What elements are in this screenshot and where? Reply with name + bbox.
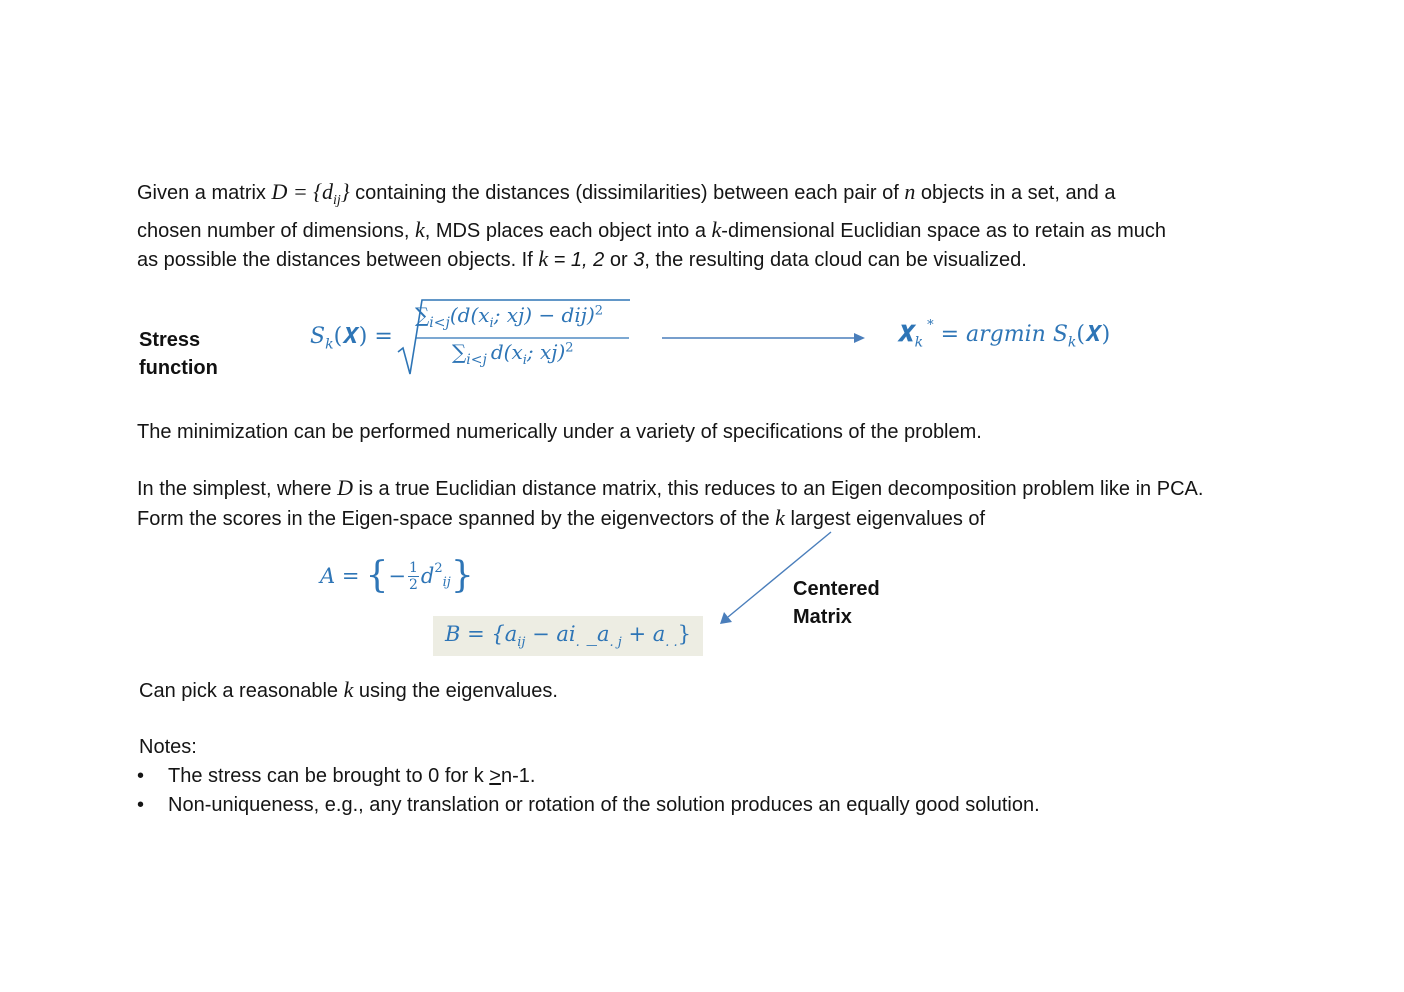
stress-label-line-1: Stress bbox=[139, 329, 201, 351]
note-text: The stress can be brought to 0 for k bbox=[168, 765, 490, 787]
math-argument-X: (𝑿) bbox=[1076, 322, 1111, 347]
math-k: k bbox=[343, 677, 354, 702]
simplest-text: In the simplest, where bbox=[137, 478, 338, 500]
math-subscript-ij: ij bbox=[517, 635, 526, 651]
stress-result bbox=[898, 317, 1111, 351]
intro-paragraph bbox=[137, 178, 1166, 275]
math-k: k bbox=[538, 246, 549, 271]
denominator-text: d(x bbox=[490, 340, 523, 364]
bullet-icon: • bbox=[137, 793, 145, 816]
math-S: S bbox=[310, 324, 326, 349]
argmin-text: = argmin S bbox=[933, 322, 1068, 347]
intro-text: chosen number of dimensions, bbox=[137, 219, 415, 242]
math-k: k bbox=[414, 216, 425, 242]
centered-label-line-2: Matrix bbox=[793, 606, 852, 628]
simplest-line-2 bbox=[137, 504, 1203, 534]
math-n: n bbox=[904, 179, 916, 204]
intro-text: , the resulting data cloud can be visualized. bbox=[644, 249, 1027, 271]
intro-text: -dimensional Euclidian space as to retain as much bbox=[721, 219, 1166, 242]
math-star: * bbox=[927, 317, 934, 333]
intro-line-3 bbox=[137, 245, 1166, 275]
bullet-icon: • bbox=[137, 765, 145, 787]
math-subscript-k: k bbox=[325, 336, 334, 353]
math-term-aj: _a bbox=[579, 622, 610, 646]
sum-symbol: ∑ bbox=[415, 303, 430, 327]
intro-line-1 bbox=[137, 178, 1166, 216]
minimization-text: The minimization can be performed numerically under a variety of specifications of the problem. bbox=[137, 421, 982, 443]
math-d: d bbox=[322, 179, 334, 204]
subscript-i: i bbox=[522, 353, 527, 368]
math-close-brace: } bbox=[450, 555, 474, 596]
stress-label-line-2: function bbox=[139, 357, 218, 379]
math-minus: − bbox=[388, 564, 406, 588]
sum-subscript: i<j bbox=[466, 352, 487, 368]
math-A-equals: A = bbox=[320, 564, 360, 588]
math-k: k bbox=[711, 216, 722, 242]
math-k: k bbox=[775, 504, 785, 530]
denominator-power: 2 bbox=[565, 340, 574, 356]
intro-text: Given a matrix bbox=[137, 182, 272, 204]
simplest-text: largest eigenvalues of bbox=[784, 507, 986, 530]
sum-subscript: i<j bbox=[429, 315, 450, 331]
math-equals: = { bbox=[287, 179, 323, 204]
math-open-brace: { bbox=[365, 555, 389, 596]
math-X-bold: 𝑿 bbox=[898, 321, 915, 347]
k-values: = 1, 2 bbox=[548, 249, 610, 271]
pick-text: using the eigenvalues. bbox=[353, 680, 558, 702]
list-item bbox=[137, 791, 1040, 820]
matrix-B-equation bbox=[445, 622, 691, 650]
greater-equal-symbol: > bbox=[489, 765, 501, 787]
math-B-lhs: B = {a bbox=[445, 622, 518, 646]
fraction-denominator: 2 bbox=[408, 576, 418, 593]
numerator-rest: ; xj) − dij) bbox=[493, 303, 595, 327]
fraction-numerator: 1 bbox=[408, 559, 418, 576]
math-subscript-dot-j: . j bbox=[609, 635, 622, 651]
numerator-power: 2 bbox=[594, 303, 604, 319]
math-D: D bbox=[271, 179, 288, 204]
centered-matrix-label bbox=[793, 575, 880, 631]
subscript-i: i bbox=[489, 316, 494, 331]
centered-label-line-1: Centered bbox=[793, 578, 880, 600]
notes-heading: Notes: bbox=[139, 736, 197, 758]
math-subscript-k: k bbox=[1067, 334, 1077, 351]
simplest-text: Form the scores in the Eigen-space spanned by the eigenvectors of the bbox=[137, 507, 776, 530]
math-subscript-ij: ij bbox=[442, 574, 451, 590]
pick-k-text bbox=[139, 676, 558, 706]
math-subscript-ij: ij bbox=[333, 193, 341, 208]
intro-text: or bbox=[609, 249, 634, 271]
fraction-half bbox=[408, 560, 419, 593]
math-term-a-dots: + a bbox=[621, 622, 666, 646]
intro-text: containing the distances (dissimilarities) between each pair of bbox=[349, 182, 905, 204]
math-subscript-dot-dot: . . bbox=[665, 635, 678, 651]
list-item bbox=[137, 762, 1040, 791]
math-subscript-dot: . bbox=[575, 635, 580, 651]
matrix-A-equation bbox=[320, 556, 474, 596]
stress-numerator bbox=[415, 303, 603, 331]
math-term-ai: − ai bbox=[525, 622, 576, 646]
stress-denominator bbox=[452, 340, 574, 368]
simplest-text: is a true Euclidian distance matrix, this reduces to an Eigen decomposition problem like in PCA. bbox=[352, 478, 1204, 500]
sum-symbol: ∑ bbox=[452, 340, 467, 364]
notes-list bbox=[137, 762, 1040, 819]
math-close-brace: } bbox=[677, 622, 692, 646]
pick-text: Can pick a reasonable bbox=[139, 680, 344, 702]
intro-text: objects in a set, and a bbox=[915, 182, 1116, 204]
math-power-2: 2 bbox=[434, 560, 443, 576]
math-close-brace: } bbox=[340, 179, 350, 204]
arrow-right bbox=[662, 330, 868, 346]
math-subscript-k: k bbox=[914, 334, 924, 351]
intro-line-2 bbox=[137, 216, 1166, 246]
note-text: Non-uniqueness, e.g., any translation or rotation of the solution produces an equally good solution. bbox=[168, 793, 1040, 816]
intro-text: as possible the distances between objects. If bbox=[137, 249, 539, 271]
stress-lhs bbox=[310, 324, 393, 352]
note-text: n-1. bbox=[500, 765, 536, 787]
intro-text: , MDS places each object into a bbox=[424, 219, 712, 242]
stress-function-label bbox=[139, 326, 218, 382]
k-value-3: 3 bbox=[633, 249, 645, 271]
numerator-text: (d(x bbox=[449, 303, 490, 327]
simplest-line-1 bbox=[137, 474, 1203, 504]
simplest-paragraph bbox=[137, 474, 1203, 533]
math-d: d bbox=[420, 564, 435, 588]
denominator-rest: ; xj) bbox=[526, 340, 566, 364]
math-D: D bbox=[337, 475, 353, 500]
math-argument-X: (𝑿) = bbox=[333, 324, 393, 349]
